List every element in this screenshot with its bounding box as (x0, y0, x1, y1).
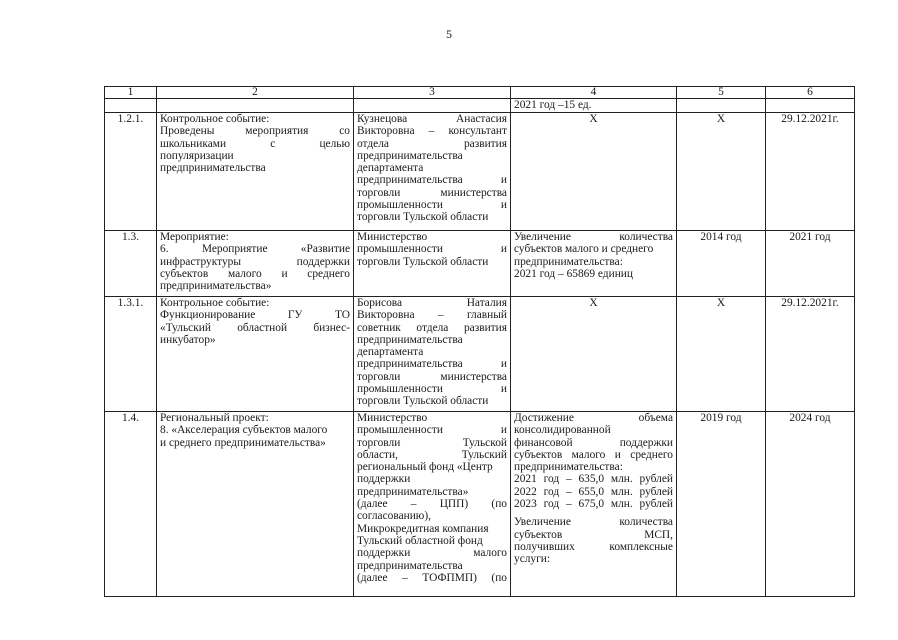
cell-text-line: 2023 год – 675,0 млн. рублей (514, 498, 673, 511)
cell-text-line: Министерство (357, 231, 428, 243)
column-header-4: 4 (511, 87, 677, 99)
cell-text-line: Микрокредитная компания (357, 522, 489, 535)
cell-text-line: услуги: (514, 553, 551, 566)
cell-text-line: школьниками с целью (160, 137, 350, 150)
cell-text-line: 2022 год – 655,0 млн. рублей (514, 485, 673, 498)
plan-table (104, 86, 855, 597)
table-row (105, 412, 855, 597)
table-cell (766, 99, 855, 113)
cell-text-line: предпринимательства (357, 559, 463, 572)
event-title (157, 231, 354, 297)
cell-text-line: поддержки (357, 473, 411, 486)
cell-text-line: торговли Тульской области (357, 211, 489, 224)
cell-text-line: Региональный проект: (160, 412, 269, 424)
responsible-person (354, 412, 511, 597)
cell-text-line: Контрольное событие: (160, 113, 270, 125)
cell-text-line: 2021 год – 65869 единиц (514, 267, 633, 280)
cell-text-line: предпринимательства: (514, 461, 623, 474)
expected-result (511, 297, 677, 412)
cell-text-line: «Тульский областной бизнес- (160, 321, 350, 334)
cell-text-line: согласованию), (357, 510, 431, 523)
cell-text-line: торговли Тульской (357, 436, 507, 449)
cell-text-line: Викторовна – главный (357, 309, 507, 322)
cell-text-line: субъектов МСП, (514, 528, 673, 541)
cell-text-line: (далее – ЦПП) (по (357, 498, 507, 511)
cell-text-line: промышленности и (357, 383, 507, 396)
table-cell (677, 99, 766, 113)
event-title (157, 297, 354, 412)
cell-text-line: торговли министерства (357, 370, 507, 383)
expected-result (511, 231, 677, 297)
cell-text-line: Х (589, 297, 598, 309)
cell-text-line: 8. «Акселерация субъектов малого (160, 424, 328, 437)
cell-text-line: промышленности и (357, 199, 507, 212)
cell-text-line: Функционирование ГУ ТО (160, 309, 350, 322)
page-number: 5 (446, 27, 452, 41)
row-number: 1.3.1. (105, 297, 157, 412)
start-date: 2019 год (677, 412, 766, 597)
cell-text-line: субъектов малого и среднего (160, 267, 350, 280)
start-date: Х (677, 297, 766, 412)
cell-text-line: и среднего предпринимательства» (160, 436, 326, 449)
cell-text-line: 2021 год – 635,0 млн. рублей (514, 473, 673, 486)
cell-text-line: Кузнецова Анастасия (357, 113, 507, 125)
cell-text-line: области, Тульский (357, 448, 507, 461)
cell-text-line: департамента (357, 346, 424, 359)
event-title (157, 113, 354, 231)
start-date: Х (677, 113, 766, 231)
cell-text-line: поддержки малого (357, 547, 507, 560)
column-header-5: 5 (677, 87, 766, 99)
cell-text-line: предпринимательства (160, 162, 266, 175)
cell-text-line: Тульский областной фонд (357, 534, 483, 547)
column-header-3: 3 (354, 87, 511, 99)
continuation-row (105, 99, 855, 113)
cell-text-line: финансовой поддержки (514, 436, 673, 449)
cell-text-line: Достижение объема (514, 412, 673, 424)
cell-text-line: Борисова Наталия (357, 297, 507, 309)
row-number: 1.3. (105, 231, 157, 297)
cell-text-line: получивших комплексные (514, 540, 673, 553)
cell-text-line: предпринимательства» (160, 280, 272, 293)
cell-text-line: отдела развития (357, 137, 507, 150)
cell-text-line: Министерство (357, 412, 428, 424)
end-date: 29.12.2021г. (766, 113, 855, 231)
cell-text-line: промышленности и (357, 243, 507, 256)
row-number: 1.2.1. (105, 113, 157, 231)
cell-text-line: предпринимательства» (357, 485, 469, 498)
table-cell (105, 99, 157, 113)
cell-text-line: предпринимательства: (514, 255, 623, 268)
cell-text-line: (далее – ТОФПМП) (по (357, 571, 507, 584)
end-date: 2024 год (766, 412, 855, 597)
table-cell (354, 99, 511, 113)
cell-text-line: Проведены мероприятия со (160, 125, 350, 138)
cell-text-line: Х (589, 113, 598, 125)
cell-text-line: предпринимательства и (357, 358, 507, 371)
cell-text-line: консолидированной (514, 424, 611, 437)
cell-text-line: субъектов малого и среднего (514, 448, 673, 461)
cell-text-line: инкубатор» (160, 333, 216, 346)
table-cell (157, 99, 354, 113)
cell-text-line: Увеличение количества (514, 231, 673, 243)
responsible-person (354, 113, 511, 231)
table-header-row (105, 87, 855, 99)
expected-result (511, 113, 677, 231)
table-row (105, 297, 855, 412)
cell-text-line: популяризации (160, 149, 234, 162)
cell-text-line: Мероприятие: (160, 231, 229, 243)
cell-text-line: промышленности и (357, 424, 507, 437)
cell-text-line: 6. Мероприятие «Развитие (160, 243, 350, 256)
end-date: 2021 год (766, 231, 855, 297)
expected-result (511, 412, 677, 597)
cell-text-line: предпринимательства (357, 333, 463, 346)
cell-text-line: инфраструктуры поддержки (160, 255, 350, 268)
continuation-result: 2021 год –15 ед. (511, 99, 677, 113)
cell-text-line: департамента (357, 162, 424, 175)
table-row (105, 231, 855, 297)
cell-text-line: советник отдела развития (357, 321, 507, 334)
cell-text-line: предпринимательства (357, 149, 463, 162)
column-header-1: 1 (105, 87, 157, 99)
row-number: 1.4. (105, 412, 157, 597)
cell-text-line: предпринимательства и (357, 174, 507, 187)
table-row (105, 113, 855, 231)
cell-text-line: региональный фонд «Центр (357, 461, 493, 474)
event-title (157, 412, 354, 597)
responsible-person (354, 231, 511, 297)
start-date: 2014 год (677, 231, 766, 297)
end-date: 29.12.2021г. (766, 297, 855, 412)
cell-text-line: торговли министерства (357, 186, 507, 199)
column-header-2: 2 (157, 87, 354, 99)
cell-text-line: торговли Тульской области (357, 395, 489, 408)
cell-text-line: Контрольное событие: (160, 297, 270, 309)
responsible-person (354, 297, 511, 412)
column-header-6: 6 (766, 87, 855, 99)
cell-text-line: торговли Тульской области (357, 255, 489, 268)
cell-text-line: Увеличение количества (514, 516, 673, 529)
cell-text-line: субъектов малого и среднего (514, 243, 654, 256)
cell-text-line: Викторовна – консультант (357, 125, 507, 138)
